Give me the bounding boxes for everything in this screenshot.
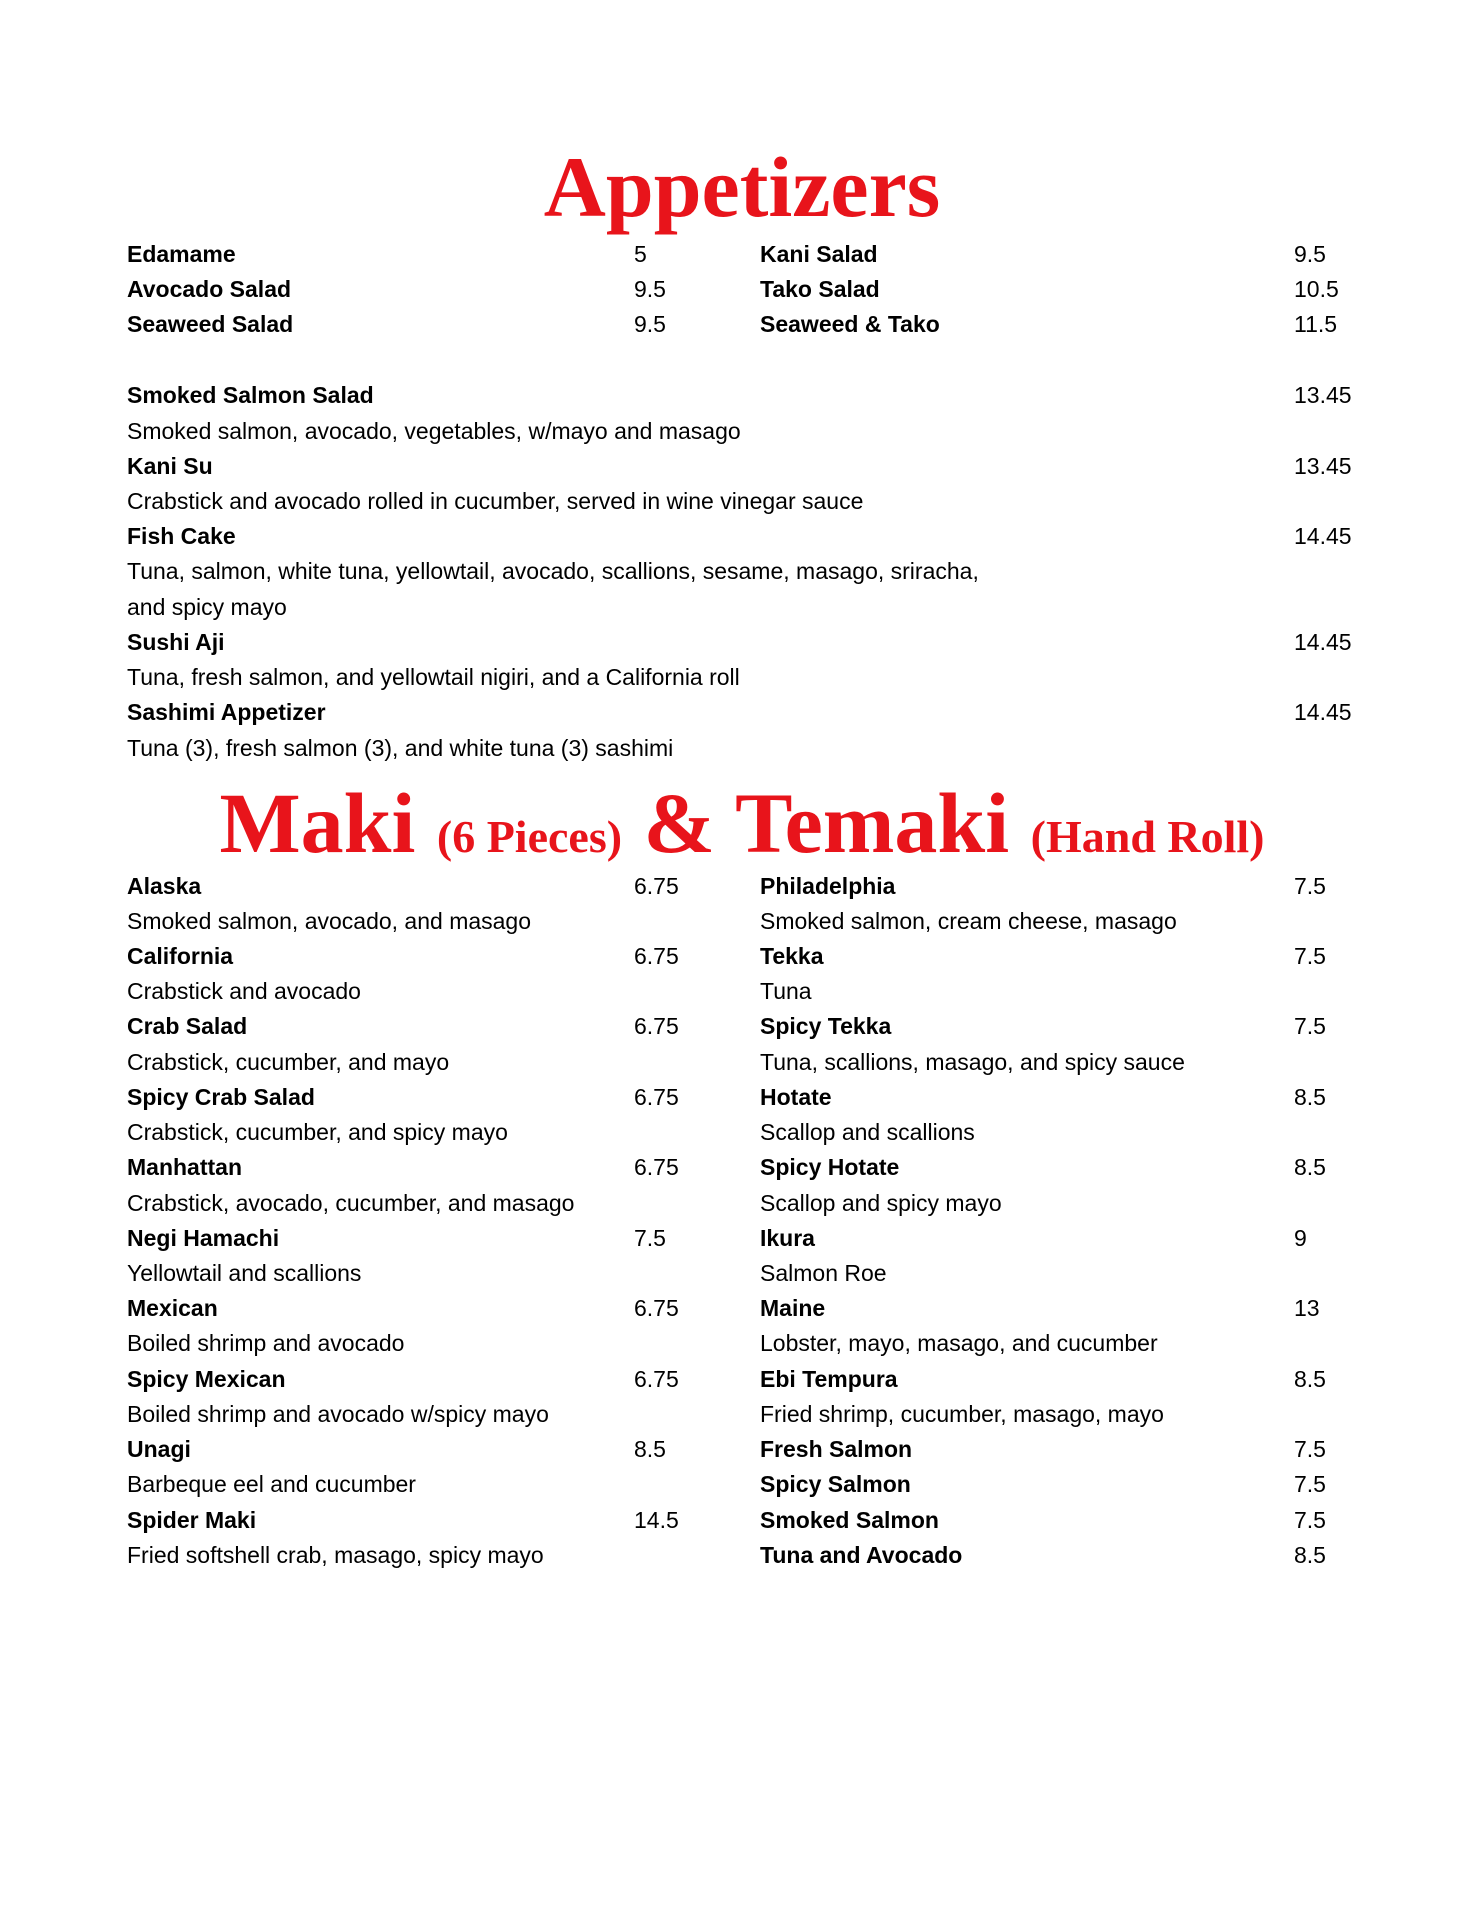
menu-item-price: 7.5	[1294, 1436, 1326, 1462]
menu-item-name: Avocado Salad	[127, 276, 292, 302]
menu-item-price: 7.5	[1294, 943, 1326, 969]
menu-item-description: Smoked salmon, avocado, vegetables, w/mayo and masago	[127, 418, 741, 444]
menu-item-price: 9	[1294, 1225, 1307, 1251]
menu-item-description: Crabstick and avocado rolled in cucumber, served in wine vinegar sauce	[127, 488, 864, 514]
menu-item-price: 13.45	[1294, 453, 1352, 479]
menu-item-name: Manhattan	[127, 1154, 242, 1180]
menu-item-price: 9.5	[634, 276, 666, 302]
menu-item-description: Fried softshell crab, masago, spicy mayo	[127, 1542, 544, 1568]
maki-title-text: Maki	[219, 775, 416, 871]
menu-item-price: 7.5	[634, 1225, 666, 1251]
menu-item-name: California	[127, 943, 234, 969]
menu-item-price: 13	[1294, 1295, 1320, 1321]
menu-item-name: Kani Su	[127, 453, 213, 479]
menu-item-description: Yellowtail and scallions	[127, 1260, 362, 1286]
menu-item-price: 6.75	[634, 873, 679, 899]
menu-item-price: 7.5	[1294, 873, 1326, 899]
menu-item-name: Spicy Salmon	[760, 1471, 911, 1497]
menu-item-name: Tuna and Avocado	[760, 1542, 963, 1568]
maki-temaki-heading	[0, 775, 1484, 871]
menu-item-description: and spicy mayo	[127, 594, 287, 620]
menu-item-price: 6.75	[634, 1295, 679, 1321]
menu-item-description: Scallop and scallions	[760, 1119, 975, 1145]
menu-item-name: Spicy Hotate	[760, 1154, 900, 1180]
menu-item-price: 8.5	[1294, 1542, 1326, 1568]
menu-item-name: Spicy Mexican	[127, 1366, 286, 1392]
menu-item-name: Tekka	[760, 943, 824, 969]
menu-item-price: 6.75	[634, 1013, 679, 1039]
menu-item-name: Mexican	[127, 1295, 218, 1321]
menu-item-price: 9.5	[1294, 241, 1326, 267]
menu-item-name: Spicy Tekka	[760, 1013, 892, 1039]
menu-item-price: 14.45	[1294, 629, 1352, 655]
menu-item-price: 13.45	[1294, 382, 1352, 408]
menu-item-description: Boiled shrimp and avocado	[127, 1330, 405, 1356]
menu-item-description: Crabstick, avocado, cucumber, and masago	[127, 1190, 575, 1216]
menu-item-price: 8.5	[1294, 1084, 1326, 1110]
menu-item-name: Sashimi Appetizer	[127, 699, 326, 725]
menu-item-description: Scallop and spicy mayo	[760, 1190, 1002, 1216]
menu-item-name: Seaweed & Tako	[760, 311, 940, 337]
menu-item-price: 6.75	[634, 1366, 679, 1392]
menu-item-price: 14.5	[634, 1507, 679, 1533]
menu-item-description: Crabstick, cucumber, and spicy mayo	[127, 1119, 508, 1145]
maki-ampersand: &	[643, 775, 716, 871]
menu-item-description: Smoked salmon, avocado, and masago	[127, 908, 532, 934]
menu-item-price: 8.5	[1294, 1366, 1326, 1392]
menu-item-price: 7.5	[1294, 1507, 1326, 1533]
menu-item-description: Barbeque eel and cucumber	[127, 1471, 416, 1497]
menu-item-price: 6.75	[634, 1154, 679, 1180]
menu-item-name: Edamame	[127, 241, 236, 267]
menu-item-price: 7.5	[1294, 1013, 1326, 1039]
menu-item-price: 11.5	[1294, 311, 1338, 337]
menu-item-name: Fish Cake	[127, 523, 236, 549]
menu-item-price: 8.5	[634, 1436, 666, 1462]
menu-item-name: Spider Maki	[127, 1507, 257, 1533]
menu-item-description: Tuna, salmon, white tuna, yellowtail, avocado, scallions, sesame, masago, sriracha,	[127, 558, 979, 584]
menu-item-name: Philadelphia	[760, 873, 896, 899]
menu-item-description: Lobster, mayo, masago, and cucumber	[760, 1330, 1158, 1356]
menu-item-name: Smoked Salmon Salad	[127, 382, 374, 408]
menu-item-price: 6.75	[634, 1084, 679, 1110]
menu-item-name: Smoked Salmon	[760, 1507, 939, 1533]
menu-item-name: Hotate	[760, 1084, 832, 1110]
menu-item-price: 14.45	[1294, 523, 1352, 549]
menu-item-price: 6.75	[634, 943, 679, 969]
menu-item-name: Crab Salad	[127, 1013, 248, 1039]
temaki-handroll-note: (Hand Roll)	[1030, 811, 1265, 862]
menu-item-name: Ebi Tempura	[760, 1366, 898, 1392]
menu-item-description: Crabstick, cucumber, and mayo	[127, 1049, 450, 1075]
menu-item-description: Salmon Roe	[760, 1260, 887, 1286]
menu-item-price: 9.5	[634, 311, 666, 337]
menu-item-description: Crabstick and avocado	[127, 978, 361, 1004]
menu-item-name: Maine	[760, 1295, 826, 1321]
menu-item-price: 14.45	[1294, 699, 1352, 725]
menu-item-description: Boiled shrimp and avocado w/spicy mayo	[127, 1401, 549, 1427]
menu-item-name: Negi Hamachi	[127, 1225, 280, 1251]
menu-item-description: Tuna (3), fresh salmon (3), and white tuna (3) sashimi	[127, 735, 674, 761]
menu-item-name: Sushi Aji	[127, 629, 225, 655]
menu-item-description: Tuna, fresh salmon, and yellowtail nigiri, and a California roll	[127, 664, 740, 690]
menu-item-name: Unagi	[127, 1436, 191, 1462]
menu-item-name: Tako Salad	[760, 276, 880, 302]
menu-item-price: 5	[634, 241, 647, 267]
menu-item-name: Ikura	[760, 1225, 815, 1251]
menu-item-price: 7.5	[1294, 1471, 1326, 1497]
menu-item-name: Alaska	[127, 873, 202, 899]
maki-pieces-note: (6 Pieces)	[436, 811, 623, 862]
menu-item-name: Spicy Crab Salad	[127, 1084, 315, 1110]
menu-item-description: Fried shrimp, cucumber, masago, mayo	[760, 1401, 1164, 1427]
menu-item-description: Smoked salmon, cream cheese, masago	[760, 908, 1177, 934]
menu-item-description: Tuna	[760, 978, 812, 1004]
menu-item-price: 10.5	[1294, 276, 1339, 302]
appetizers-heading: Appetizers	[543, 139, 941, 235]
menu-item-name: Seaweed Salad	[127, 311, 294, 337]
menu-item-description: Tuna, scallions, masago, and spicy sauce	[760, 1049, 1185, 1075]
menu-item-name: Kani Salad	[760, 241, 878, 267]
temaki-title-text: Temaki	[735, 775, 1010, 871]
menu-item-price: 8.5	[1294, 1154, 1326, 1180]
menu-item-name: Fresh Salmon	[760, 1436, 913, 1462]
